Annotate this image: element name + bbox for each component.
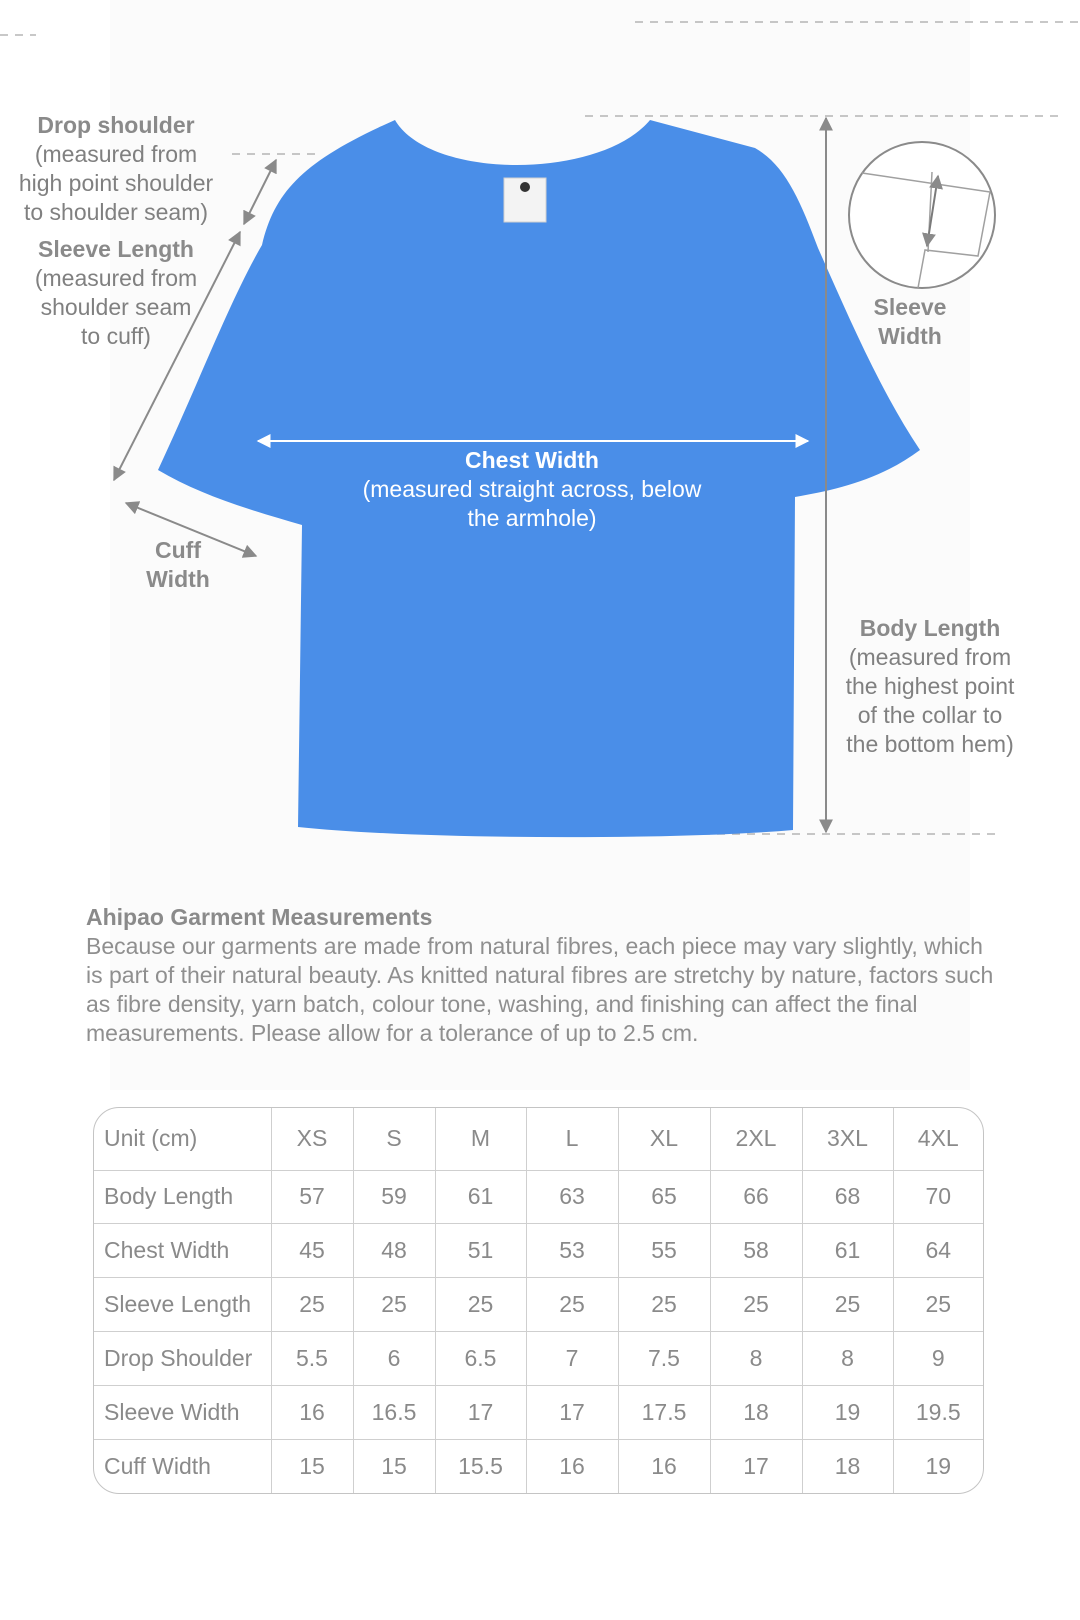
body-length-desc-1: (measured from [848, 644, 1012, 670]
sleeve-width-title-1: Sleeve [873, 294, 947, 320]
table-row [94, 1332, 983, 1386]
table-cell: 45 [271, 1224, 353, 1278]
size-chart [93, 1107, 984, 1494]
body-length-desc-3: of the collar to [857, 702, 1003, 728]
table-cell: 53 [526, 1224, 618, 1278]
table-cell: 25 [618, 1278, 710, 1332]
table-cell: 16 [618, 1440, 710, 1493]
header-cell: Unit (cm) [94, 1108, 271, 1170]
table-cell: 59 [353, 1170, 435, 1224]
table-cell: 25 [802, 1278, 893, 1332]
sleeve-length-desc-3: to cuff) [81, 323, 151, 349]
table-cell: 19 [925, 1453, 952, 1480]
cuff-width-title-2: Width [146, 566, 210, 592]
table-row [94, 1170, 983, 1224]
table-cell: 9 [893, 1332, 983, 1386]
table-cell: 61 [435, 1170, 526, 1224]
table-cell: 55 [618, 1224, 710, 1278]
table-cell: 8 [710, 1332, 802, 1386]
drop-shoulder-desc-2: high point shoulder [18, 170, 214, 196]
intro-title: Ahipao Garment Measurements [86, 904, 433, 930]
sleeve-width-inset [849, 142, 995, 288]
row-label: Drop Shoulder [94, 1332, 271, 1386]
table-cell: 7.5 [618, 1332, 710, 1386]
table-cell: 66 [710, 1170, 802, 1224]
table-cell: 18 [802, 1440, 893, 1493]
table-row [94, 1386, 983, 1440]
header-cell: M [435, 1108, 526, 1170]
header-cell: 3XL [802, 1108, 893, 1170]
cuff-width-title-1: Cuff [155, 537, 201, 563]
sleeve-length-desc-1: (measured from [34, 265, 198, 291]
table-cell: 19.5 [893, 1386, 983, 1440]
drop-shoulder-arrow [244, 160, 276, 224]
table-cell: 48 [353, 1224, 435, 1278]
body-length-label [830, 614, 1030, 759]
table-cell: 5.5 [271, 1332, 353, 1386]
sleeve-length-label [6, 235, 226, 351]
table-cell: 25 [526, 1278, 618, 1332]
cuff-width-label [128, 536, 228, 594]
sleeve-length-title: Sleeve Length [38, 236, 194, 262]
table-cell: 17 [435, 1386, 526, 1440]
table-cell: 63 [526, 1170, 618, 1224]
table-cell: 16 [271, 1386, 353, 1440]
row-label: Body Length [94, 1170, 271, 1224]
size-table [94, 1108, 983, 1493]
table-cell: 70 [893, 1170, 983, 1224]
row-label: Sleeve Width [94, 1386, 271, 1440]
table-cell: 17.5 [618, 1386, 710, 1440]
body-length-desc-4: the bottom hem) [846, 731, 1014, 757]
table-cell: 7 [526, 1332, 618, 1386]
body-length-desc-2: the highest point [845, 673, 1015, 699]
table-cell: 8 [802, 1332, 893, 1386]
sleeve-length-desc-2: shoulder seam [40, 294, 192, 320]
row-label: Chest Width [94, 1224, 271, 1278]
table-cell: 57 [271, 1170, 353, 1224]
table-row [94, 1278, 983, 1332]
drop-shoulder-desc-1: (measured from [34, 141, 198, 167]
table-cell: 64 [893, 1224, 983, 1278]
table-cell: 25 [271, 1278, 353, 1332]
table-cell: 16.5 [353, 1386, 435, 1440]
table-row [94, 1224, 983, 1278]
table-cell: 25 [893, 1278, 983, 1332]
drop-shoulder-label [6, 111, 226, 227]
measurements-intro [86, 902, 996, 1048]
table-cell: 61 [802, 1224, 893, 1278]
table-row [94, 1440, 983, 1493]
table-cell: 17 [710, 1440, 802, 1493]
header-cell: XS [271, 1108, 353, 1170]
table-cell: 25 [435, 1278, 526, 1332]
header-cell: XL [618, 1108, 710, 1170]
table-cell: 25 [353, 1278, 435, 1332]
sleeve-width-label [860, 293, 960, 351]
table-cell: 15 [271, 1440, 353, 1493]
table-cell: 65 [618, 1170, 710, 1224]
table-cell: 6.5 [435, 1332, 526, 1386]
header-cell: 4XL [893, 1108, 983, 1170]
sleeve-width-title-2: Width [878, 323, 942, 349]
table-cell: 58 [710, 1224, 802, 1278]
chest-width-desc-1: (measured straight across, below [362, 476, 702, 502]
header-cell: S [353, 1108, 435, 1170]
drop-shoulder-title: Drop shoulder [37, 112, 195, 138]
table-cell: 6 [353, 1332, 435, 1386]
row-label: Cuff Width [94, 1440, 271, 1493]
table-header-row [94, 1108, 983, 1170]
table-cell: 25 [710, 1278, 802, 1332]
table-cell: 15 [353, 1440, 435, 1493]
drop-shoulder-desc-3: to shoulder seam) [23, 199, 209, 225]
row-label: Sleeve Length [94, 1278, 271, 1332]
chest-width-title: Chest Width [465, 447, 599, 473]
table-cell: 17 [526, 1386, 618, 1440]
table-cell: 51 [435, 1224, 526, 1278]
chest-width-label [342, 446, 722, 533]
header-cell: 2XL [710, 1108, 802, 1170]
chest-width-desc-2: the armhole) [467, 505, 597, 531]
intro-text: Because our garments are made from natural fibres, each piece may vary slightly, which is part of their natural beauty. As knitted natural fibres are stretchy by nature, factors such as fibre density, yarn batch, colour tone, washing, and finishing can affect the final measurements. Please allow for a tolerance of up to 2.5 cm. [86, 933, 994, 1046]
header-cell: L [526, 1108, 618, 1170]
table-cell: 16 [526, 1440, 618, 1493]
table-cell: 68 [802, 1170, 893, 1224]
table-cell: 19 [802, 1386, 893, 1440]
table-cell: 15.5 [435, 1440, 526, 1493]
body-length-title: Body Length [859, 615, 1001, 641]
table-cell: 18 [710, 1386, 802, 1440]
